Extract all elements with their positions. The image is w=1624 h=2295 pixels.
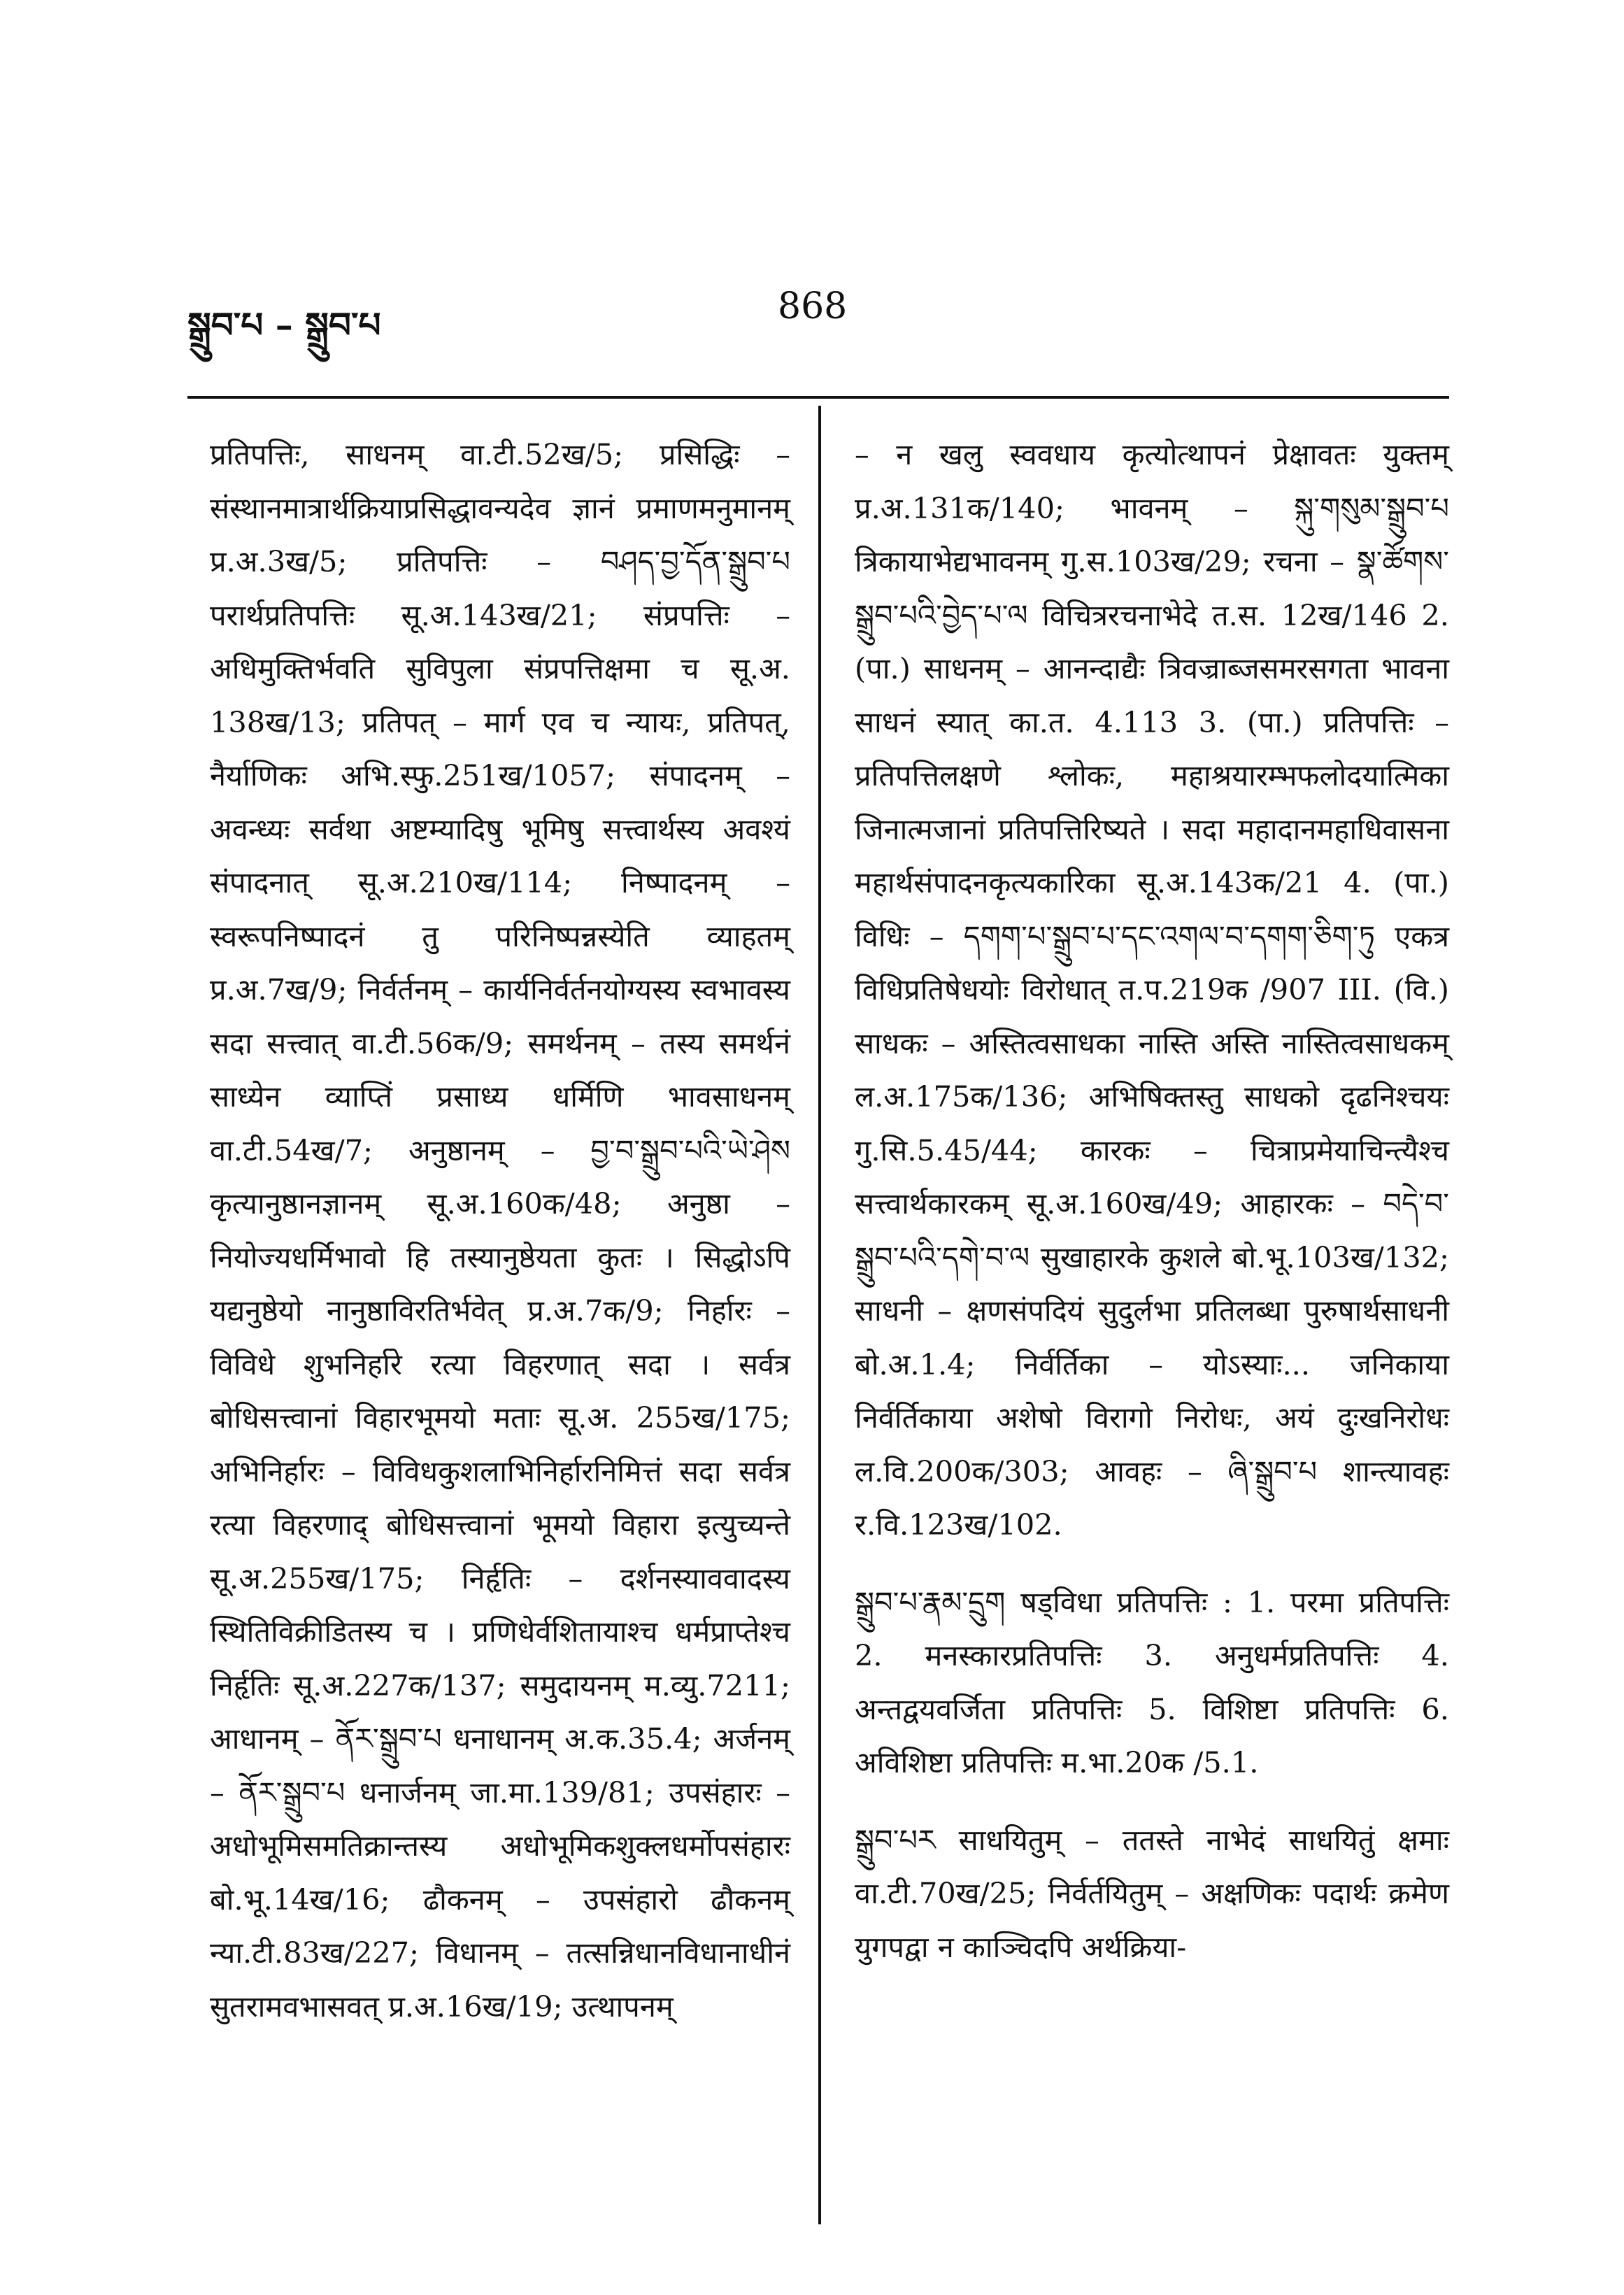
left-entry-text: प्रतिपत्तिः, साधनम् वा.टी.52ख/5; प्रसिद्धिः – संस्थानमात्रार्थक्रियाप्रसिद्धावन्यदेव ज्ञानं प्रमाणमनुमानम् प्र.अ.3ख/5; प्रतिपत्तिः – བཤད་བྱ་དོན་སྒྲུབ་པ परार्थप्रतिपत्तिः सू.अ.143ख/21; संप्रपत्तिः – अधिमुक्तिर्भवति सुविपुला संप्रपत्तिक्षमा च सू.अ. 138ख/13; प्रतिपत् – मार्ग एव च न्यायः, प्रतिपत्, नैर्याणिकः अभि.स्फु.251ख/1057; संपादनम् – अवन्ध्यः सर्वथा अष्टम्यादिषु भूमिषु सत्त्वार्थस्य अवश्यं संपादनात् सू.अ.210ख/114; निष्पादनम् – स्वरूपनिष्पादनं तु परिनिष्पन्नस्येति व्याहतम् प्र.अ.7ख/9; निर्वर्तनम् – कार्यनिर्वर्तनयोग्यस्य स्वभावस्य सदा सत्त्वात् वा.टी.56क/9; समर्थनम् – तस्य समर्थनं साध्येन व्याप्तिं प्रसाध्य धर्मिणि भावसाधनम् वा.टी.54ख/7; अनुष्ठानम् – བྱ་བ་སྒྲུབ་པའི་ཡེ་ཤེས कृत्यानुष्ठानज्ञानम् सू.अ.160क/48; अनुष्ठा – नियोज्यधर्मिभावो हि तस्यानुष्ठेयता कुतः । सिद्धोऽपि यद्यनुष्ठेयो नानुष्ठाविरतिर्भवेत् प्र.अ.7क/9; निर्हारः – विविधे शुभनिर्हारे रत्या विहरणात् सदा । सर्वत्र बोधिसत्त्वानां विहारभूमयो मताः सू.अ. 255ख/175; अभिनिर्हारः – विविधकुशलाभिनिर्हारनिमित्तं सदा सर्वत्र रत्या विहरणाद् बोधिसत्त्वानां भूमयो विहारा इत्युच्यन्ते सू.अ.255ख/175; निर्हृतिः – दर्शनस्याववादस्य स्थितिविक्रीडितस्य च । प्रणिधेर्वशितायाश्च धर्मप्राप्तेश्च निर्हृतिः सू.अ.227क/137; समुदायनम् म.व्यु.7211; आधानम् – ནོར་སྒྲུབ་པ धनाधानम् अ.क.35.4; अर्जनम् – ནོར་སྒྲུབ་པ धनार्जनम् जा.मा.139/81; उपसंहारः – अधोभूमिसमतिक्रान्तस्य अधोभूमिकशुक्लधर्मोपसंहारः बो.भू.14ख/16; ढौकनम् – उपसंहारो ढौकनम् न्या.टी.83ख/227; विधानम् – तत्सन्निधानविधानाधीनं सुतरामवभासवत् प्र.अ.16ख/19; उत्थापनम् (210, 437, 790, 2024)
running-head: སྒྲུབ་པ – སྒྲུབ་པ (187, 304, 381, 346)
column-divider (818, 406, 821, 2224)
right-column (855, 428, 1449, 1974)
right-entry-shadvidha: སྒྲུབ་པ་རྣམ་དྲུག षड्विधा प्रतिपत्तिः : 1. परमा प्रतिपत्तिः 2. मनस्कारप्रतिपत्तिः 3. अनुधर्मप्रतिपत्तिः 4. अन्तद्वयवर्जिता प्रतिपत्तिः 5. विशिष्टा प्रतिपत्तिः 6. अविशिष्टा प्रतिपत्तिः म.भा.20क /5.1. (855, 1584, 1449, 1779)
page-number: 868 (778, 285, 848, 327)
header-rule (187, 396, 1449, 399)
right-entry-text: – न खलु स्ववधाय कृत्योत्थापनं प्रेक्षावतः युक्तम् प्र.अ.131क/140; भावनम् – སྐུ་གསུམ་སྒྲུབ་པ त्रिकायाभेद्यभावनम् गु.स.103ख/29; रचना – སྣ་ཚོགས་སྒྲུབ་པའི་བྱེད་པ་ལ विचित्ररचनाभेदे त.स. 12ख/146 2. (पा.) साधनम् – आनन्दाद्यैः त्रिवज्राब्जसमरसगता भावना साधनं स्यात् का.त. 4.113 3. (पा.) प्रतिपत्तिः – प्रतिपत्तिलक्षणे श्लोकः, महाश्रयारम्भफलोदयात्मिका जिनात्मजानां प्रतिपत्तिरिष्यते । सदा महादानमहाधिवासना महार्थसंपादनकृत्यकारिका सू.अ.143क/21 4. (पा.) विधिः – དགག་པ་སྒྲུབ་པ་དང་འགལ་བ་དགག་ཅིག་ཏུ एकत्र विधिप्रतिषेधयोः विरोधात् त.प.219क /907 III. (वि.) साधकः – अस्तित्वसाधका नास्ति अस्ति नास्तित्वसाधकम् ल.अ.175क/136; अभिषिक्तस्तु साधको दृढनिश्चयः गु.सि.5.45/44; कारकः – चित्राप्रमेयाचिन्त्यैश्च सत्त्वार्थकारकम् सू.अ.160ख/49; आहारकः – བདེ་བ་སྒྲུབ་པའི་དགེ་བ་ལ सुखाहारके कुशले बो.भू.103ख/132; साधनी – क्षणसंपदियं सुदुर्लभा प्रतिलब्धा पुरुषार्थसाधनी बो.अ.1.4; निर्वर्तिका – योऽस्याः... जनिकाया निर्वर्तिकाया अशेषो विरागो निरोधः, अयं दुःखनिरोधः ल.वि.200क/303; आवहः – ཞི་སྒྲུབ་པ शान्त्यावहः र.वि.123ख/102. (855, 437, 1449, 1542)
right-entry-sadhayitum: སྒྲུབ་པར साधयितुम् – ततस्ते नाभेदं साधयितुं क्षमाः वा.टी.70ख/25; निर्वर्तयितुम् – अक्षणिकः पदार्थः क्रमेण युगपद्वा न काञ्चिदपि अर्थक्रिया- (855, 1822, 1449, 1964)
left-column (210, 428, 790, 2033)
